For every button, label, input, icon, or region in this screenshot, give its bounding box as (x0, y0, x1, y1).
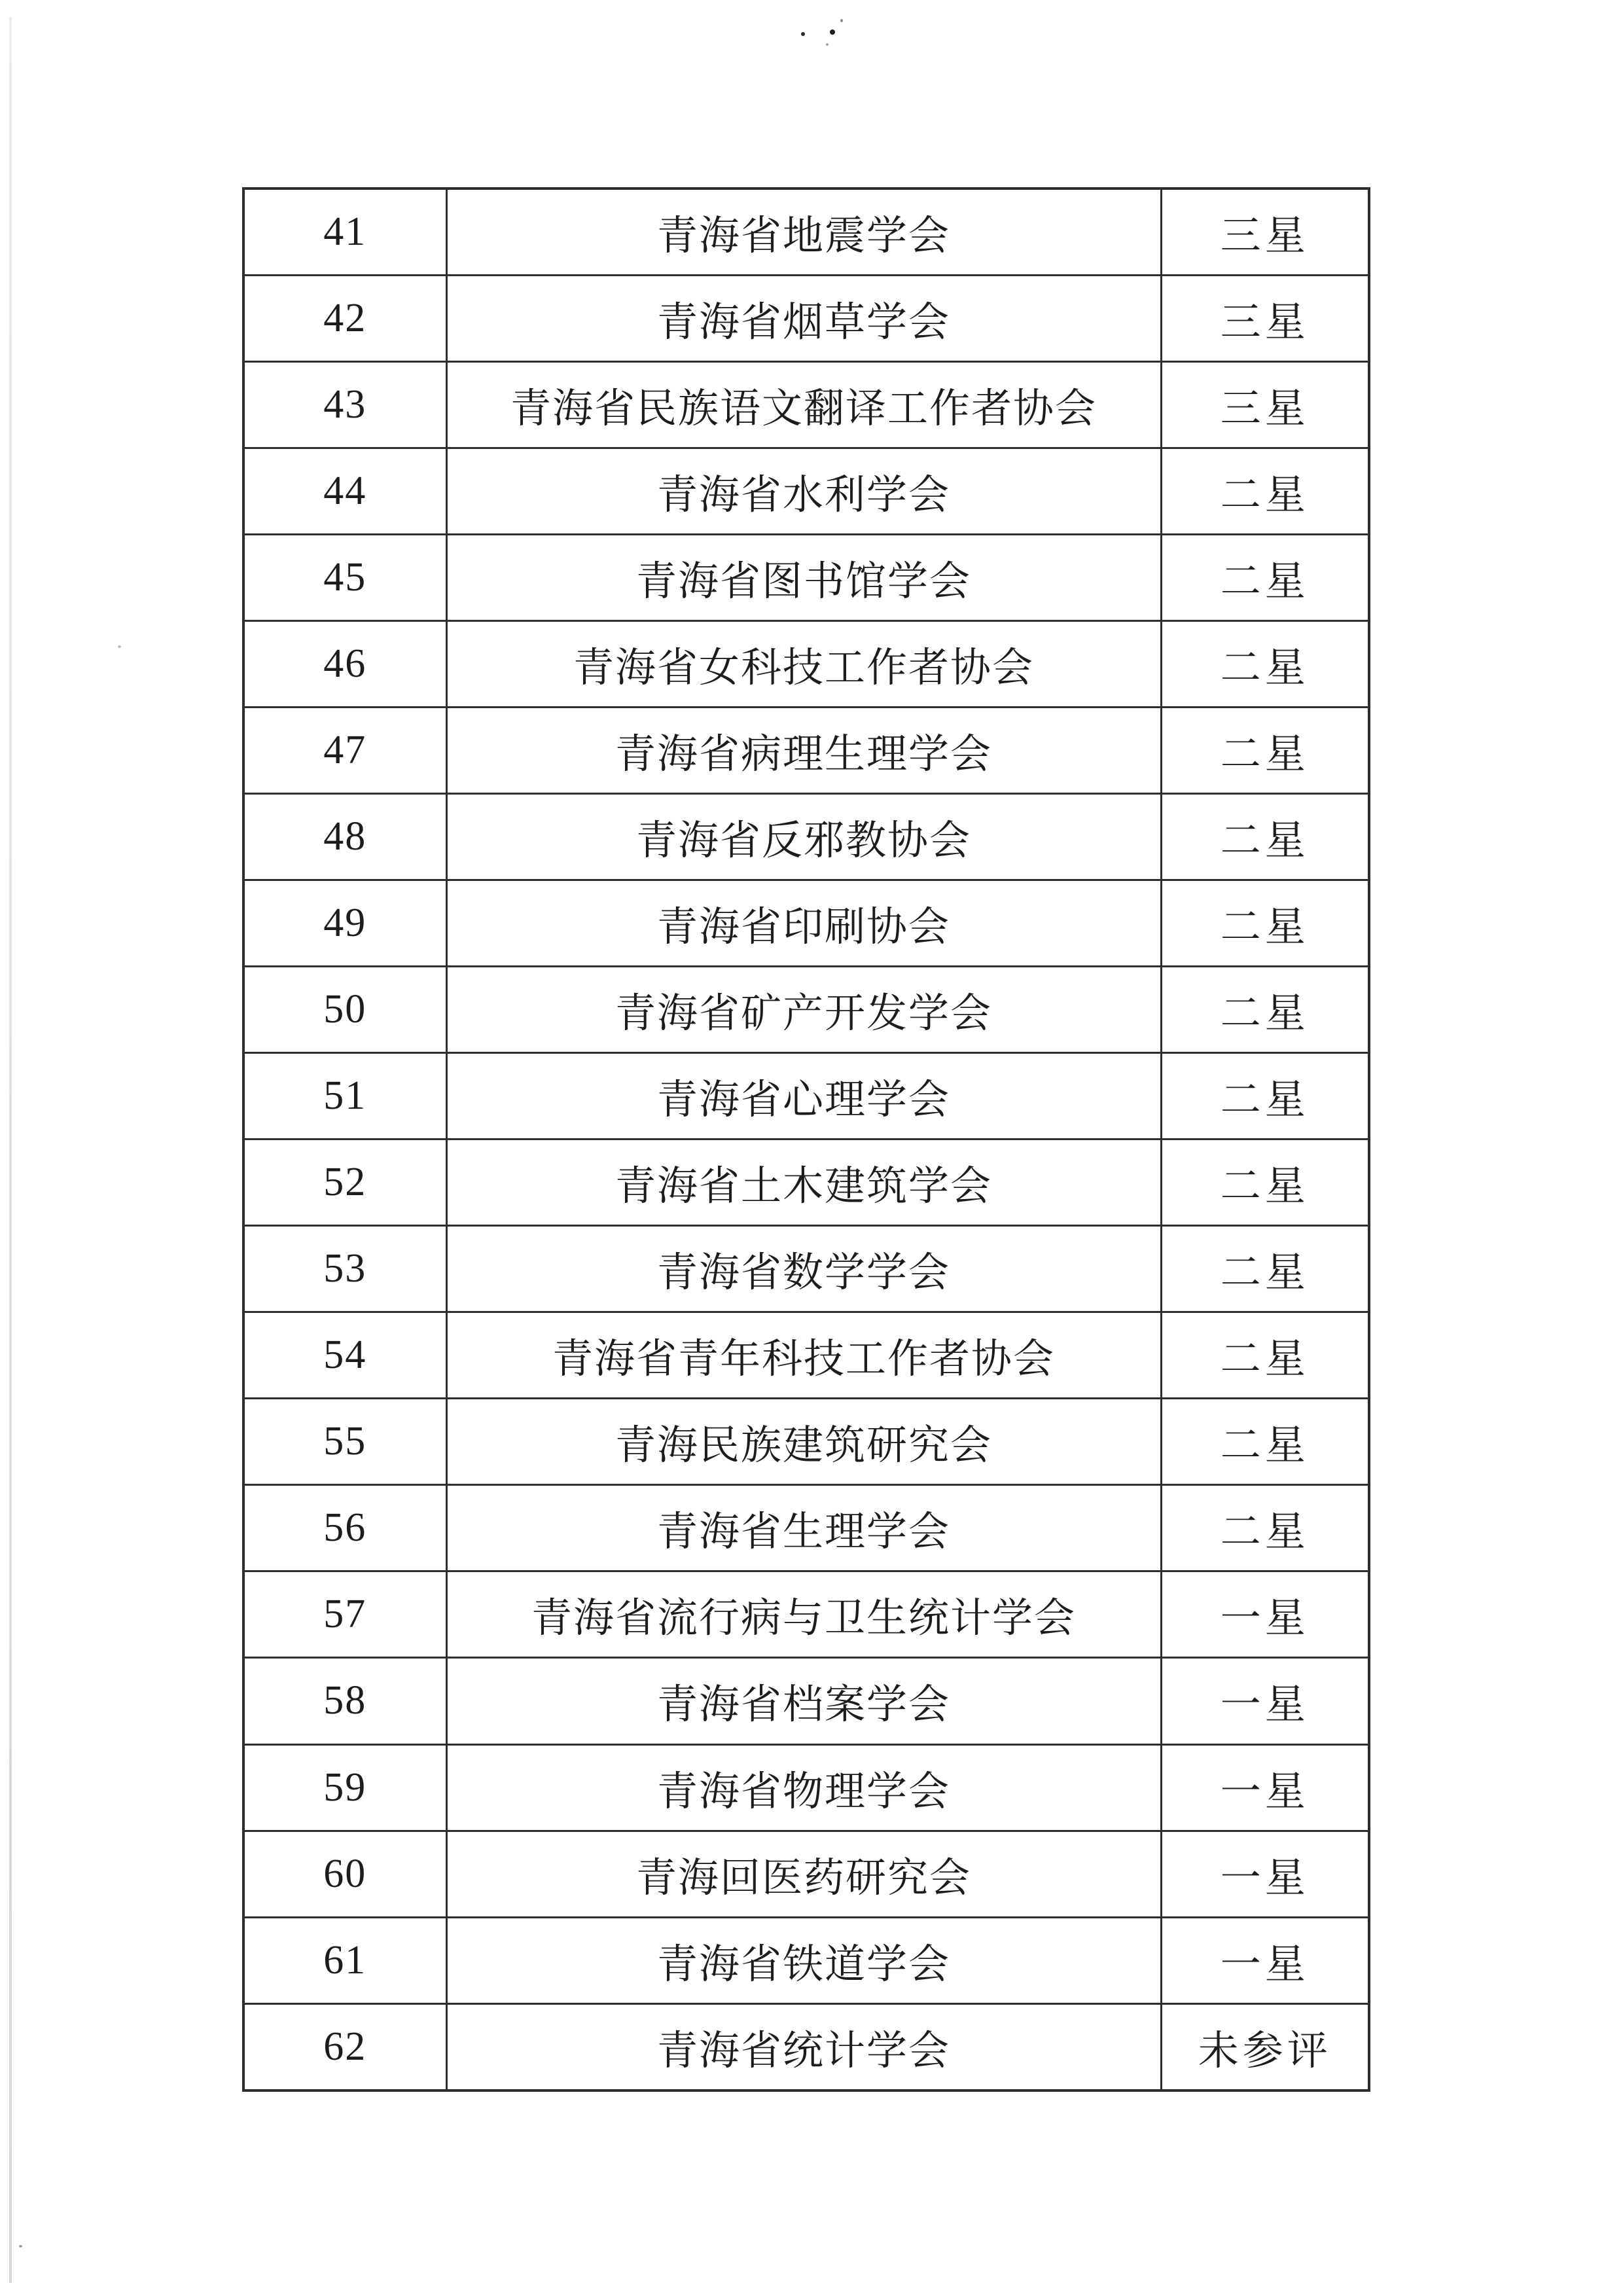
scan-speck (830, 29, 835, 35)
rating-cell: 二星 (1161, 621, 1369, 708)
table-row (243, 1571, 1369, 1658)
rating-cell: 二星 (1161, 448, 1369, 535)
org-name-cell: 青海省生理学会 (446, 1485, 1161, 1571)
table-row (243, 1226, 1369, 1312)
org-name-cell: 青海省病理生理学会 (446, 708, 1161, 794)
table-row (243, 188, 1369, 276)
org-name-cell: 青海省流行病与卫生统计学会 (446, 1571, 1161, 1658)
table-row (243, 1917, 1369, 2003)
rating-cell: 一星 (1161, 1658, 1369, 1744)
table-row (243, 1744, 1369, 1831)
row-number-cell: 58 (243, 1658, 446, 1744)
org-name-cell: 青海省土木建筑学会 (446, 1139, 1161, 1226)
table-row (243, 535, 1369, 621)
scan-edge-shadow (9, 17, 12, 2283)
row-number-cell: 50 (243, 967, 446, 1053)
table-row (243, 1658, 1369, 1744)
table-row (243, 1831, 1369, 1917)
row-number-cell: 45 (243, 535, 446, 621)
org-name-cell: 青海省矿产开发学会 (446, 967, 1161, 1053)
org-name-cell: 青海省统计学会 (446, 2003, 1161, 2090)
rating-cell: 三星 (1161, 188, 1369, 276)
society-rating-table (242, 187, 1370, 2092)
rating-cell: 二星 (1161, 967, 1369, 1053)
table-row (243, 708, 1369, 794)
rating-cell: 二星 (1161, 1485, 1369, 1571)
scan-speck (19, 2245, 22, 2248)
rating-cell: 二星 (1161, 708, 1369, 794)
table-row (243, 794, 1369, 880)
row-number-cell: 57 (243, 1571, 446, 1658)
org-name-cell: 青海省反邪教协会 (446, 794, 1161, 880)
rating-cell: 一星 (1161, 1744, 1369, 1831)
row-number-cell: 54 (243, 1312, 446, 1399)
row-number-cell: 56 (243, 1485, 446, 1571)
table-row (243, 967, 1369, 1053)
rating-cell: 一星 (1161, 1571, 1369, 1658)
rating-cell: 三星 (1161, 276, 1369, 362)
org-name-cell: 青海省档案学会 (446, 1658, 1161, 1744)
table-row (243, 1312, 1369, 1399)
rating-table-body (243, 188, 1369, 2090)
rating-cell: 二星 (1161, 1139, 1369, 1226)
table-row (243, 362, 1369, 448)
rating-cell: 二星 (1161, 1226, 1369, 1312)
row-number-cell: 51 (243, 1053, 446, 1139)
rating-cell: 二星 (1161, 535, 1369, 621)
table-row (243, 1399, 1369, 1485)
row-number-cell: 49 (243, 880, 446, 967)
org-name-cell: 青海省女科技工作者协会 (446, 621, 1161, 708)
scan-speck (826, 43, 829, 46)
rating-cell: 二星 (1161, 1053, 1369, 1139)
scan-speck (840, 19, 843, 22)
row-number-cell: 55 (243, 1399, 446, 1485)
row-number-cell: 61 (243, 1917, 446, 2003)
org-name-cell: 青海省民族语文翻译工作者协会 (446, 362, 1161, 448)
table-row (243, 1139, 1369, 1226)
table-row (243, 1053, 1369, 1139)
rating-cell: 一星 (1161, 1917, 1369, 2003)
rating-cell: 二星 (1161, 1399, 1369, 1485)
row-number-cell: 47 (243, 708, 446, 794)
org-name-cell: 青海省烟草学会 (446, 276, 1161, 362)
row-number-cell: 46 (243, 621, 446, 708)
table-row (243, 2003, 1369, 2090)
row-number-cell: 60 (243, 1831, 446, 1917)
org-name-cell: 青海民族建筑研究会 (446, 1399, 1161, 1485)
org-name-cell: 青海省水利学会 (446, 448, 1161, 535)
org-name-cell: 青海省地震学会 (446, 188, 1161, 276)
rating-cell: 二星 (1161, 880, 1369, 967)
table-row (243, 621, 1369, 708)
org-name-cell: 青海省物理学会 (446, 1744, 1161, 1831)
org-name-cell: 青海省图书馆学会 (446, 535, 1161, 621)
row-number-cell: 48 (243, 794, 446, 880)
rating-cell: 一星 (1161, 1831, 1369, 1917)
row-number-cell: 41 (243, 188, 446, 276)
table-row (243, 880, 1369, 967)
row-number-cell: 62 (243, 2003, 446, 2090)
org-name-cell: 青海回医药研究会 (446, 1831, 1161, 1917)
table-row (243, 276, 1369, 362)
org-name-cell: 青海省心理学会 (446, 1053, 1161, 1139)
row-number-cell: 52 (243, 1139, 446, 1226)
row-number-cell: 44 (243, 448, 446, 535)
org-name-cell: 青海省数学学会 (446, 1226, 1161, 1312)
rating-cell: 三星 (1161, 362, 1369, 448)
scan-speck (801, 32, 805, 36)
org-name-cell: 青海省印刷协会 (446, 880, 1161, 967)
org-name-cell: 青海省青年科技工作者协会 (446, 1312, 1161, 1399)
org-name-cell: 青海省铁道学会 (446, 1917, 1161, 2003)
row-number-cell: 53 (243, 1226, 446, 1312)
row-number-cell: 59 (243, 1744, 446, 1831)
table-row (243, 1485, 1369, 1571)
rating-cell: 未参评 (1161, 2003, 1369, 2090)
scan-speck (118, 645, 121, 648)
row-number-cell: 43 (243, 362, 446, 448)
rating-cell: 二星 (1161, 1312, 1369, 1399)
rating-cell: 二星 (1161, 794, 1369, 880)
row-number-cell: 42 (243, 276, 446, 362)
table-row (243, 448, 1369, 535)
